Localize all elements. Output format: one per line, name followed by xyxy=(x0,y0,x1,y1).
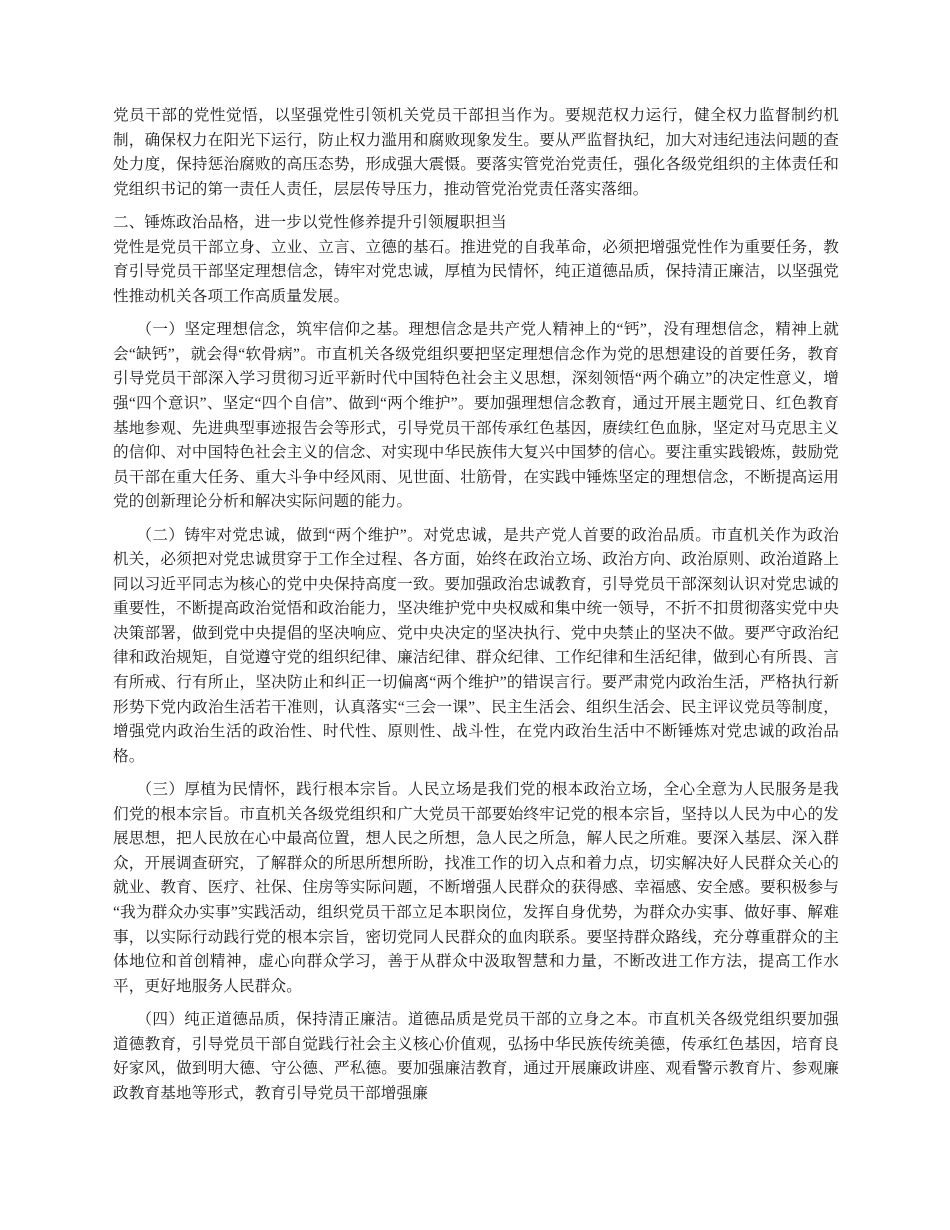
paragraph-subsection-three: （三）厚植为民情怀，践行根本宗旨。人民立场是我们党的根本政治立场，全心全意为人民服务是我们党的根本宗旨。市直机关各级党组织和广大党员干部要始终牢记党的根本宗旨，坚持以人民为中心的发展思想，把人民放在心中最高位置，想人民之所想，急人民之所急，解人民之所难。要深入基层、深入群众，开展调查研究，了解群众的所思所想所盼，找准工作的切入点和着力点，切实解决好人民群众关心的就业、教育、医疗、社保、住房等实际问题，不断增强人民群众的获得感、幸福感、安全感。要积极参与“我为群众办实事”实践活动，组织党员干部立足本职岗位，发挥自身优势，为群众办实事、做好事、解难事，以实际行动践行党的根本宗旨，密切党同人民群众的血肉联系。要坚持群众路线，充分尊重群众的主体地位和首创精神，虚心向群众学习，善于从群众中汲取智慧和力量，不断改进工作方法，提高工作水平，更好地服务人民群众。 xyxy=(113,781,839,995)
section-heading-two: 二、锤炼政治品格，进一步以党性修养提升引领履职担当 xyxy=(113,214,507,232)
paragraph-section-intro: 党性是党员干部立身、立业、立言、立德的基石。推进党的自我革命，必须把增强党性作为重要任务，教育引导党员干部坚定理想信念，铸牢对党忠诚，厚植为民情怀，纯正道德品质，保持清正廉洁，以坚强党性推动机关各项工作高质量发展。 xyxy=(113,238,839,305)
paragraph-subsection-one: （一）坚定理想信念，筑牢信仰之基。理想信念是共产党人精神上的“钙”，没有理想信念，精神上就会“缺钙”，就会得“软骨病”。市直机关各级党组织要把坚定理想信念作为党的思想建设的首要任务，教育引导党员干部深入学习贯彻习近平新时代中国特色社会主义思想，深刻领悟“两个确立”的决定性意义，增强“四个意识”、坚定“四个自信”、做到“两个维护”。要加强理想信念教育，通过开展主题党日、红色教育基地参观、先进典型事迹报告会等形式，引导党员干部传承红色基因，赓续红色血脉，坚定对马克思主义的信仰、对中国特色社会主义的信念、对实现中华民族伟大复兴中国梦的信心。要注重实践锻炼，鼓励党员干部在重大任务、重大斗争中经风雨、见世面、壮筋骨，在实践中锤炼坚定的理想信念，不断提高运用党的创新理论分析和解决实际问题的能力。 xyxy=(113,321,839,511)
document-text-body xyxy=(113,104,839,1106)
paragraph-subsection-four: （四）纯正道德品质，保持清正廉洁。道德品质是党员干部的立身之本。市直机关各级党组织要加强道德教育，引导党员干部自觉践行社会主义核心价值观，弘扬中华民族传统美德，传承红色基因，培育良好家风，做到明大德、守公德、严私德。要加强廉洁教育，通过开展廉政讲座、观看警示教育片、参观廉政教育基地等形式，教育引导党员干部增强廉 xyxy=(113,1011,839,1102)
paragraph-opening: 党员干部的党性觉悟，以坚强党性引领机关党员干部担当作为。要规范权力运行，健全权力监督制约机制，确保权力在阳光下运行，防止权力滥用和腐败现象发生。要从严监督执纪，加大对违纪违法问题的查处力度，保持惩治腐败的高压态势，形成强大震慑。要落实管党治党责任，强化各级党组织的主体责任和党组织书记的第一责任人责任，层层传导压力，推动管党治党责任落实落细。 xyxy=(113,107,839,198)
paragraph-subsection-two: （二）铸牢对党忠诚，做到“两个维护”。对党忠诚，是共产党人首要的政治品质。市直机关作为政治机关，必须把对党忠诚贯穿于工作全过程、各方面，始终在政治立场、政治方向、政治原则、政治道路上同以习近平同志为核心的党中央保持高度一致。要加强政治忠诚教育，引导党员干部深刻认识对党忠诚的重要性，不断提高政治觉悟和政治能力，坚决维护党中央权威和集中统一领导，不折不扣贯彻落实党中央决策部署，做到党中央提倡的坚决响应、党中央决定的坚决执行、党中央禁止的坚决不做。要严守政治纪律和政治规矩，自觉遵守党的组织纪律、廉洁纪律、群众纪律、工作纪律和生活纪律，做到心有所畏、言有所戒、行有所止，坚决防止和纠正一切偏离“两个维护”的错误言行。要严肃党内政治生活，严格执行新形势下党内政治生活若干准则，认真落实“三会一课”、民主生活会、组织生活会、民主评议党员等制度，增强党内政治生活的政治性、时代性、原则性、战斗性，在党内政治生活中不断锤炼对党忠诚的政治品格。 xyxy=(113,526,839,765)
